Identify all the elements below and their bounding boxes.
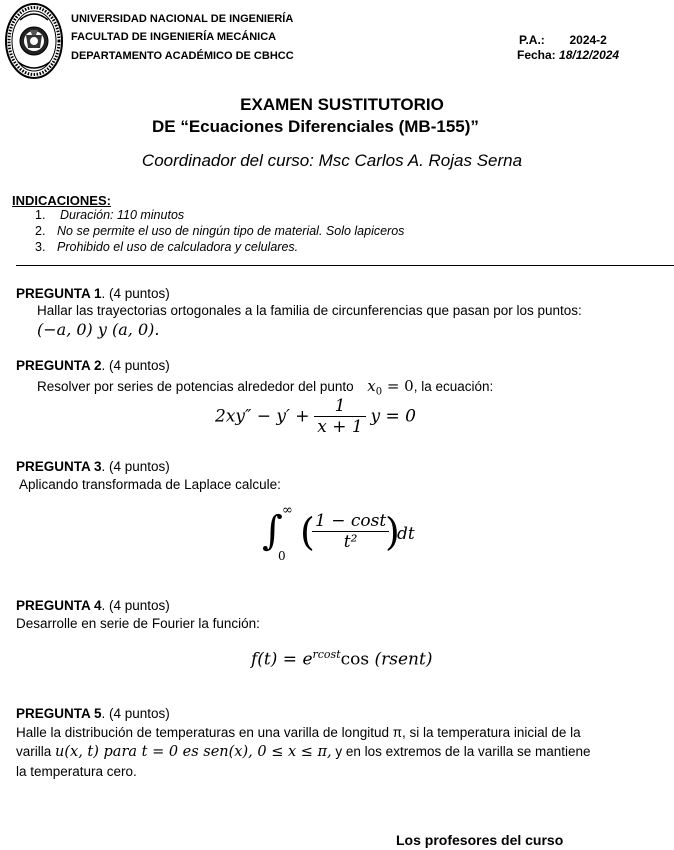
question-2-text-a: Resolver por series de potencias alrededor del punto — [37, 379, 354, 394]
pa-label: P.A.: — [519, 33, 545, 47]
expansion-point-sub: 0 — [375, 386, 383, 398]
right-paren: ) — [385, 510, 400, 554]
fraction-denominator: x + 1 — [314, 416, 365, 437]
integral-upper-limit: ∞ — [282, 503, 293, 518]
coordinator-line: Coordinador del curso: Msc Carlos A. Rojas Serna — [141, 151, 523, 170]
department-name: DEPARTAMENTO ACADÉMICO DE CBHCC — [71, 50, 294, 62]
fourier-cos: cos — [340, 649, 370, 670]
instruction-text: No se permite el uso de ningún tipo de material. Solo lapiceros — [57, 224, 405, 238]
date-row — [517, 48, 619, 62]
instruction-item — [35, 224, 404, 238]
integrand-denominator: t² — [312, 531, 389, 552]
fourier-exponent: rcost — [312, 648, 341, 661]
integral-sign: ∫ — [262, 508, 283, 554]
question-3-heading — [16, 459, 170, 474]
fourier-lhs: f(t) = e — [251, 649, 313, 670]
question-label: PREGUNTA 4 — [16, 598, 102, 613]
faculty-name: FACULTAD DE INGENIERÍA MECÁNICA — [71, 31, 277, 43]
university-seal-icon — [4, 2, 64, 80]
question-5-line-2-b: y en los extremos de la varilla se mantiene — [335, 744, 591, 759]
pa-row — [519, 33, 607, 47]
question-label: PREGUNTA 1 — [16, 286, 102, 301]
fourier-arg: (rsent) — [369, 649, 433, 670]
exam-title: EXAMEN SUSTITUTORIO — [240, 95, 444, 114]
instruction-number: 1. — [35, 208, 46, 222]
question-5-line-1: Halle la distribución de temperaturas en una varilla de longitud π, si la temperatura inicial de la — [16, 725, 581, 740]
instruction-text: Prohibido el uso de calculadora y celulares. — [57, 240, 299, 254]
question-5-line-3: la temperatura cero. — [16, 764, 137, 779]
question-3-text: Aplicando transformada de Laplace calcule: — [19, 477, 281, 492]
equation-right: y = 0 — [370, 406, 416, 427]
integral-dt: dt — [397, 524, 415, 544]
question-5-line-2-a: varilla — [16, 744, 52, 759]
instruction-text: Duración: 110 minutos — [60, 208, 185, 222]
instruction-number: 2. — [35, 224, 46, 238]
instruction-item — [35, 240, 298, 254]
question-4-equation — [251, 648, 432, 670]
equation-left: 2xy″ − y′ + — [215, 406, 310, 427]
question-1-points-math: (−a, 0) y (a, 0). — [37, 320, 160, 339]
question-label: PREGUNTA 2 — [16, 358, 102, 373]
question-5-line-2-math: u(x, t) para t = 0 es sen(x), 0 ≤ x ≤ π, — [55, 744, 332, 760]
date-label: Fecha: — [517, 48, 556, 62]
question-2-heading — [16, 358, 170, 373]
university-name: UNIVERSIDAD NACIONAL DE INGENIERÍA — [71, 13, 294, 25]
integrand-fraction — [312, 511, 389, 552]
question-label: PREGUNTA 3 — [16, 459, 102, 474]
question-5-heading — [16, 706, 170, 721]
left-paren: ( — [300, 510, 315, 554]
expansion-point-var: x — [367, 377, 376, 395]
question-3-integral — [262, 503, 442, 567]
question-label: PREGUNTA 5 — [16, 706, 102, 721]
question-points: . (4 puntos) — [101, 358, 170, 373]
expansion-point-eq: = 0 — [382, 377, 414, 395]
fraction-numerator: 1 — [334, 396, 346, 416]
integral-lower-limit: 0 — [278, 549, 286, 563]
question-4-heading — [16, 598, 170, 613]
section-divider — [16, 265, 674, 266]
question-2-equation — [215, 396, 416, 437]
instruction-item — [35, 208, 184, 222]
instructions-heading: INDICACIONES: — [12, 193, 111, 208]
question-points: . (4 puntos) — [101, 706, 170, 721]
question-1-text: Hallar las trayectorias ortogonales a la familia de circunferencias que pasan por los puntos: — [37, 303, 582, 318]
date-value: 18/12/2024 — [559, 48, 620, 62]
question-points: . (4 puntos) — [101, 459, 170, 474]
instruction-number: 3. — [35, 240, 46, 254]
question-points: . (4 puntos) — [101, 598, 170, 613]
pa-value: 2024-2 — [569, 33, 607, 47]
signature: Los profesores del curso — [396, 832, 564, 848]
question-2-text — [37, 377, 493, 398]
integrand-numerator: 1 − cost — [315, 511, 387, 531]
question-4-text: Desarrolle en serie de Fourier la función: — [16, 616, 260, 631]
question-5-line-2 — [16, 744, 591, 760]
equation-fraction — [314, 396, 365, 437]
course-title: DE “Ecuaciones Diferenciales (MB-155)” — [152, 117, 479, 136]
question-2-text-b: , la ecuación: — [413, 379, 494, 394]
question-1-heading — [16, 286, 170, 301]
question-points: . (4 puntos) — [101, 286, 170, 301]
